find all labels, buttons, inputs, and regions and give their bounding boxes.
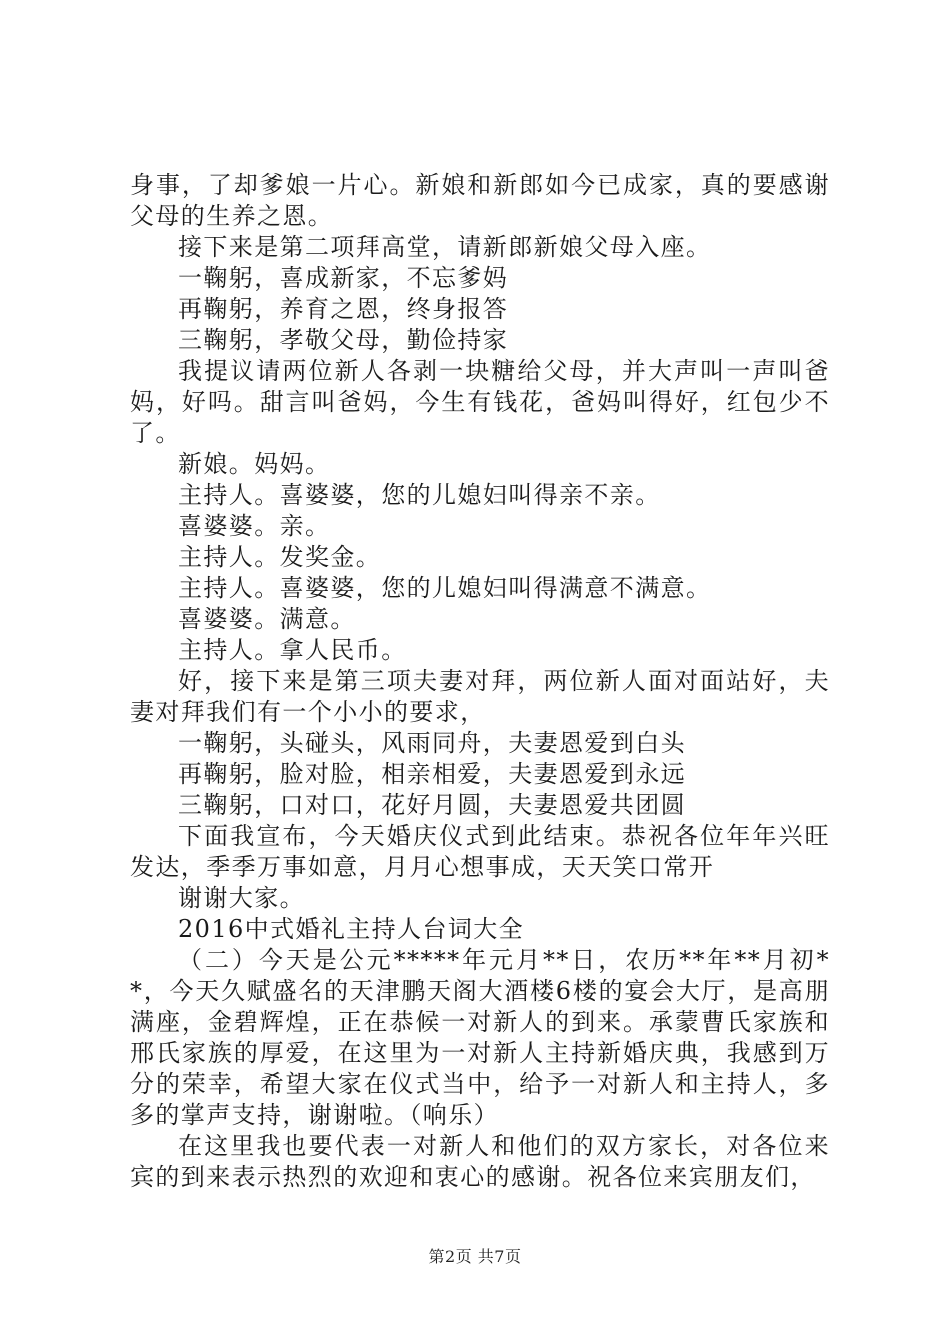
paragraph: 接下来是第二项拜高堂，请新郎新娘父母入座。 <box>178 233 712 261</box>
paragraph: 身事，了却爹娘一片心。新娘和新郎如今已成家，真的要感谢父母的生养之恩。 <box>130 171 830 230</box>
paragraph: 谢谢大家。 <box>178 884 305 912</box>
paragraph: 喜婆婆。亲。 <box>178 512 331 540</box>
section-heading: 2016中式婚礼主持人台词大全 <box>178 915 525 943</box>
paragraph: 再鞠躬，脸对脸，相亲相爱，夫妻恩爱到永远 <box>178 760 686 788</box>
paragraph: 一鞠躬，头碰头，风雨同舟，夫妻恩爱到白头 <box>178 729 686 757</box>
page-footer <box>0 1244 950 1267</box>
paragraph: （二）今天是公元*****年元月**日，农历**年**月初**，今天久赋盛名的天津鹏天阁大酒楼6楼的宴会大厅，是高朋满座，金碧辉煌，正在恭候一对新人的到来。承蒙曹氏家族和邢氏家族的厚爱，在这里为一对新人主持新婚庆典，我感到万分的荣幸，希望大家在仪式当中，给予一对新人和主持人，多多的掌声支持，谢谢啦。（响乐） <box>130 946 830 1129</box>
paragraph: 我提议请两位新人各剥一块糖给父母，并大声叫一声叫爸妈，好吗。甜言叫爸妈，今生有钱花，爸妈叫得好，红包少不了。 <box>130 357 830 447</box>
paragraph: 主持人。发奖金。 <box>178 543 382 571</box>
paragraph: 三鞠躬，口对口，花好月圆，夫妻恩爱共团圆 <box>178 791 686 819</box>
paragraph: 在这里我也要代表一对新人和他们的双方家长，对各位来宾的到来表示热烈的欢迎和衷心的感谢。祝各位来宾朋友们， <box>130 1132 830 1191</box>
paragraph: 新娘。妈妈。 <box>178 450 331 478</box>
paragraph: 下面我宣布，今天婚庆仪式到此结束。恭祝各位年年兴旺发达，季季万事如意，月月心想事成，天天笑口常开 <box>130 822 830 881</box>
paragraph: 再鞠躬，养育之恩，终身报答 <box>178 295 509 323</box>
paragraph: 好，接下来是第三项夫妻对拜，两位新人面对面站好，夫妻对拜我们有一个小小的要求， <box>130 667 830 726</box>
paragraph: 三鞠躬，孝敬父母，勤俭持家 <box>178 326 509 354</box>
paragraph: 喜婆婆。满意。 <box>178 605 356 633</box>
page-number: 第2页 共7页 <box>428 1247 522 1266</box>
paragraph: 主持人。喜婆婆，您的儿媳妇叫得满意不满意。 <box>178 574 712 602</box>
paragraph: 一鞠躬，喜成新家，不忘爹妈 <box>178 264 509 292</box>
paragraph: 主持人。喜婆婆，您的儿媳妇叫得亲不亲。 <box>178 481 661 509</box>
paragraph: 主持人。拿人民币。 <box>178 636 407 664</box>
document-body <box>130 170 830 1193</box>
